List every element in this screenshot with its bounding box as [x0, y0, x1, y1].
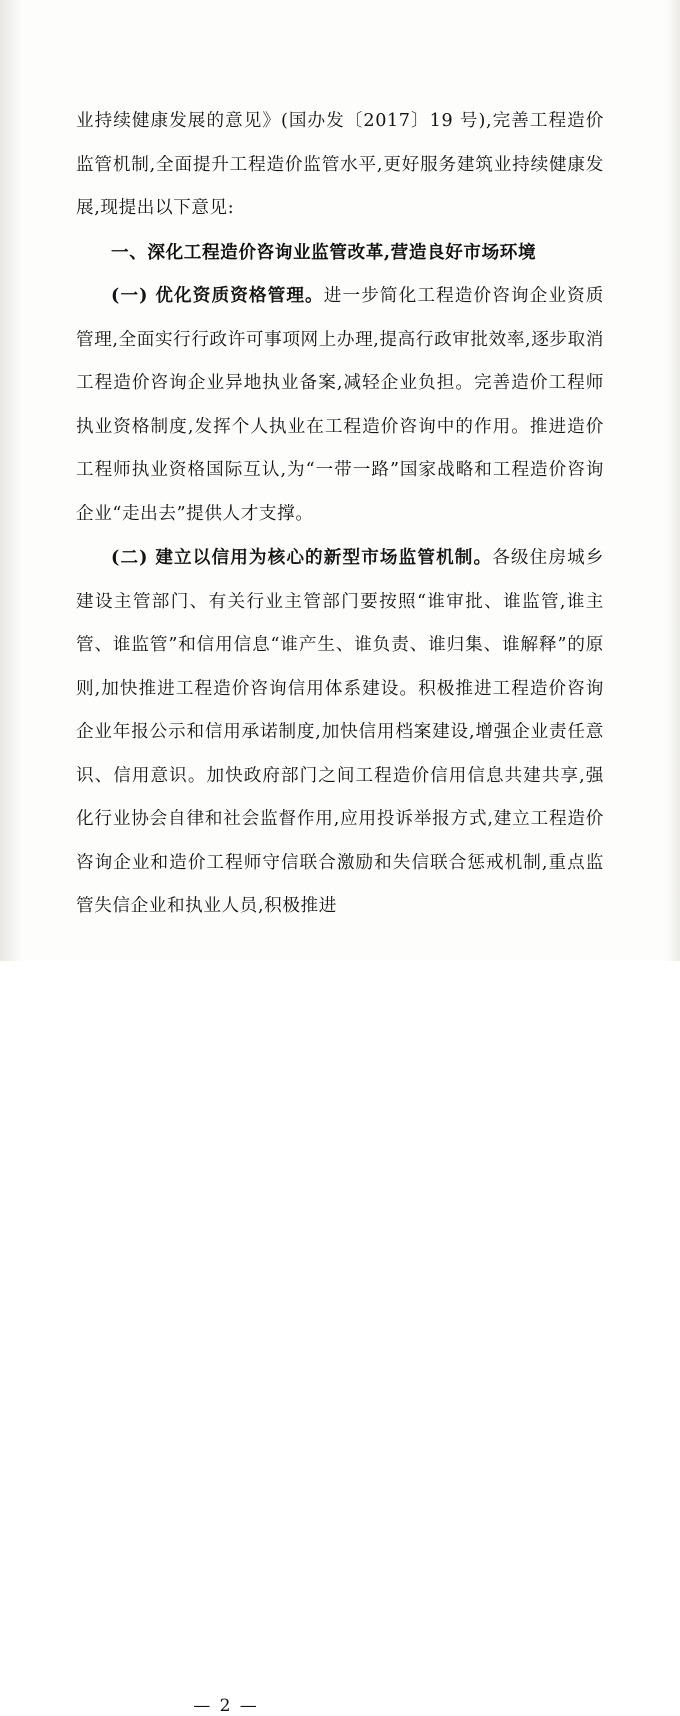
page-number: — 2 —: [193, 1696, 259, 1716]
paragraph-lead-in: (一) 优化资质资格管理。: [111, 285, 324, 306]
paragraph-lead-in: (二) 建立以信用为核心的新型市场监管机制。: [111, 547, 493, 568]
section-heading-one: 一、深化工程造价咨询业监管改革,营造良好市场环境: [111, 241, 537, 263]
paragraph-continuation: 业持续健康发展的意见》(国办发〔2017〕19 号),完善工程造价监管机制,全面提升工程造价监管水平,更好服务建筑业持续健康发展,现提出以下意见:: [76, 111, 604, 218]
paragraph-item-two: (二) 建立以信用为核心的新型市场监管机制。各级住房城乡建设主管部门、有关行业主管部门要按照“谁审批、谁监管,谁主管、谁监管”和信用信息“谁产生、谁负责、谁归集、谁解释”的原则,加快推进工程造价咨询信用体系建设。积极推进工程造价咨询企业年报公示和信用承诺制度,加快信用档案建设,增强企业责任意识、信用意识。加快政府部门之间工程造价信用信息共建共享,强化行业协会自律和社会监督作用,应用投诉举报方式,建立工程造价咨询企业和造价工程师守信联合激励和失信联合惩戒机制,重点监管失信企业和执业人员,积极推进: [76, 547, 604, 916]
page-body: [76, 100, 604, 929]
paragraph-item-one: (一) 优化资质资格管理。进一步简化工程造价咨询企业资质管理,全面实行行政许可事项网上办理,提高行政审批效率,逐步取消工程造价咨询企业异地执业备案,减轻企业负担。完善造价工程师执业资格制度,发挥个人执业在工程造价咨询中的作用。推进造价工程师执业资格国际互认,为“一带一路”国家战略和工程造价咨询企业“走出去”提供人才支撑。: [76, 285, 605, 524]
